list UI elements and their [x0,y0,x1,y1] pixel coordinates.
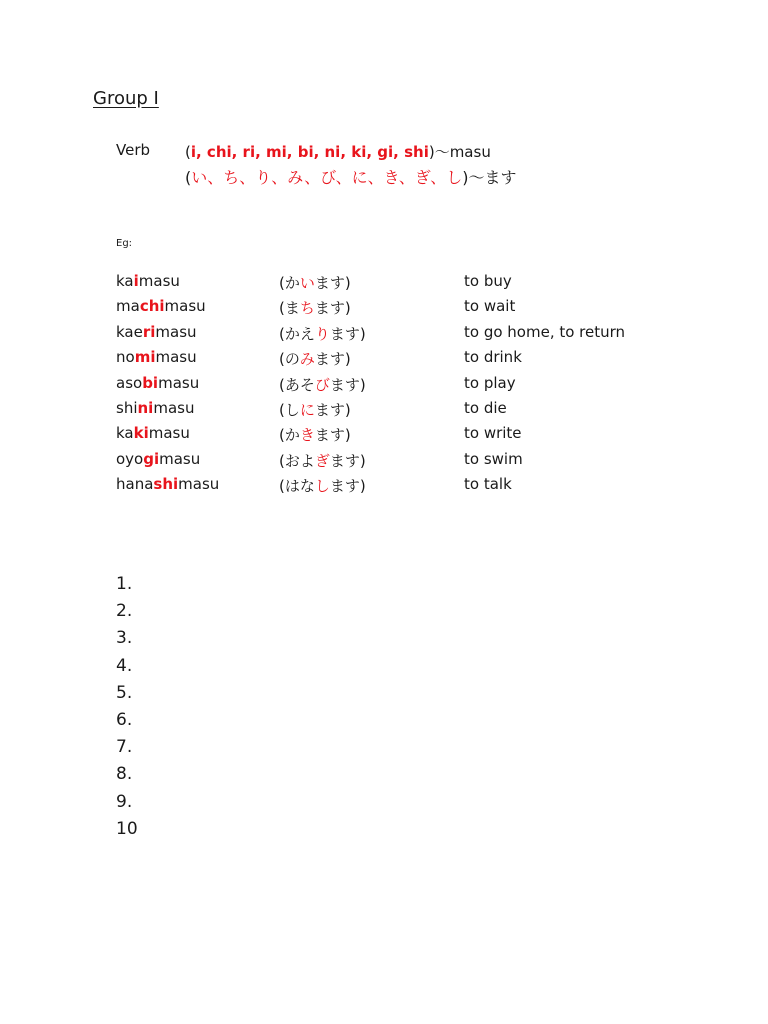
kana-suffix: ます) [329,451,366,470]
example-row [116,348,676,373]
kana-prefix: (か [279,426,300,445]
romaji-prefix: kae [116,322,143,341]
kana-prefix: (あそ [279,375,315,394]
kana-highlight: ち [299,299,315,318]
example-row [116,399,676,424]
kana-suffix: ます) [314,426,351,445]
list-item: 7. [116,737,133,758]
romaji [116,399,194,417]
kana [279,399,351,420]
romaji-highlight: ki [133,424,149,443]
romaji [116,348,197,366]
romaji-highlight: mi [134,348,156,367]
english: to drink [464,348,522,367]
kana-prefix: (ま [279,299,300,318]
romaji-highlight: i [133,272,139,290]
kana [279,297,351,318]
kana [279,475,366,496]
kana-prefix: (かえ [279,324,315,343]
list-item: 6. [116,709,133,730]
kana-suffix: ます) [314,274,351,292]
kana [279,272,351,293]
kana-suffix: ます) [314,400,351,419]
kana-suffix: ます) [314,299,351,318]
romaji-prefix: oyo [116,449,144,468]
kana-highlight: ぎ [314,451,330,470]
kana-suffix: ます) [314,350,351,369]
kana-suffix: ます) [329,477,366,496]
numbered-list [116,574,138,846]
romaji-prefix: ma [116,297,140,316]
kana [279,424,351,445]
romaji-highlight: gi [143,449,160,468]
kana-highlight: き [299,426,315,445]
romaji-highlight: shi [153,475,179,494]
romaji-prefix: hana [116,475,154,494]
list-item: 5. [116,682,133,703]
romaji [116,323,197,341]
list-item: 10 [116,818,138,839]
verb-romaji-pattern [185,141,491,162]
kana [279,374,366,395]
kana-prefix: (か [279,274,300,292]
romaji-highlight: ni [137,398,154,417]
english: to talk [464,475,512,494]
kana-highlight: に [299,400,315,419]
romaji-suffix: masu [148,424,190,443]
page-title: Group I [93,88,159,109]
english: to play [464,373,516,392]
romaji [116,297,206,315]
list-item: 4. [116,655,133,676]
romaji-suffix: masu [155,348,197,367]
romaji [116,475,219,493]
list-item: 2. [116,601,133,622]
english: to buy [464,272,512,290]
kana-highlight: り [314,324,330,343]
romaji-close: )～masu [428,143,491,161]
romaji-suffix: masu [164,297,206,316]
examples-list [116,272,676,501]
list-item: 1. [116,574,133,594]
example-row [116,297,676,322]
romaji-open: ( [185,143,191,161]
romaji-suffix: masu [178,475,220,494]
romaji-highlight: chi [139,297,165,316]
kana [279,323,366,344]
eg-label: Eg: [116,238,133,249]
romaji [116,272,180,290]
romaji-suffix: masu [159,449,201,468]
kana [279,348,351,369]
romaji-prefix: aso [116,373,143,392]
list-item: 3. [116,628,133,649]
verb-label: Verb [116,141,151,159]
kana-close: )～ます [462,168,517,187]
english: to swim [464,449,523,468]
kana-suffix: ます) [329,375,366,394]
kana-open: ( [185,168,192,187]
kana-highlight: し [314,477,330,496]
romaji-suffix: masu [153,398,195,417]
romaji-highlight: ri [142,322,156,341]
example-row [116,450,676,475]
kana [279,450,366,471]
romaji-suffix: masu [155,322,197,341]
romaji [116,450,200,468]
romaji-suffix: masu [138,272,180,290]
romaji-prefix: shi [116,398,138,417]
english: to wait [464,297,516,316]
example-row [116,424,676,449]
example-row [116,374,676,399]
romaji-prefix: ka [116,424,134,443]
romaji [116,374,199,392]
kana-highlight: み [299,350,315,369]
english: to die [464,398,507,417]
romaji [116,424,190,442]
romaji-highlight: bi [142,373,159,392]
kana-prefix: (し [279,400,300,419]
kana-highlight: い [299,274,315,292]
example-row [116,272,676,297]
kana-highlight: び [314,375,330,394]
romaji-suffix: masu [158,373,200,392]
english: to go home, to return [464,322,626,341]
example-row [116,323,676,348]
kana-prefix: (の [279,350,300,369]
english: to write [464,424,522,443]
verb-kana-pattern [185,165,517,188]
romaji-prefix: ka [116,272,134,290]
example-row [116,475,676,500]
kana-prefix: (およ [279,451,315,470]
list-item: 8. [116,764,133,785]
romaji-endings: i, chi, ri, mi, bi, ni, ki, gi, shi [190,143,429,161]
kana-prefix: (はな [279,477,315,496]
romaji-prefix: no [116,348,135,367]
list-item: 9. [116,791,133,812]
kana-suffix: ます) [329,324,366,343]
kana-endings: い、ち、り、み、び、に、き、ぎ、し [191,168,463,187]
